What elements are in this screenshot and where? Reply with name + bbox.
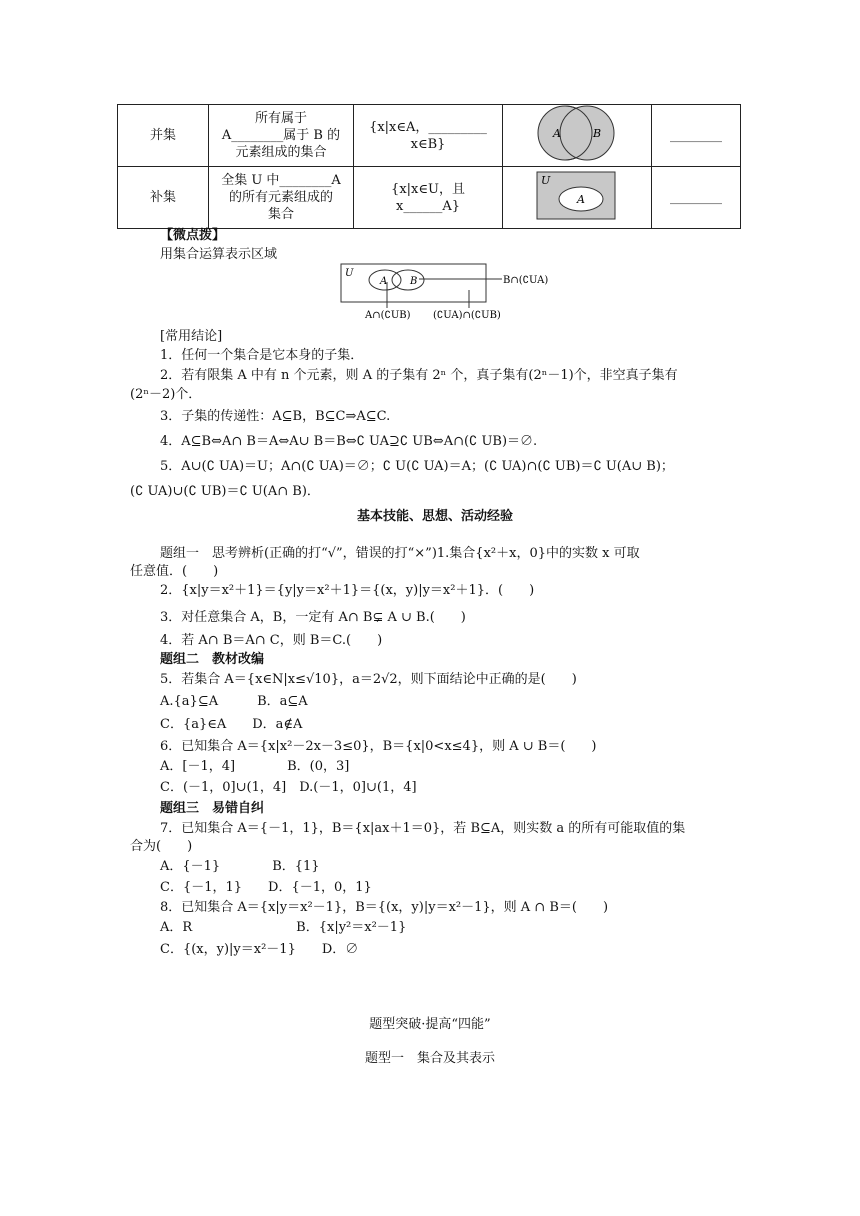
operation-name: 补集 [118, 167, 209, 229]
exercise-option: A.{a}⊆A B．a⊆A [160, 694, 308, 709]
table-row [118, 105, 741, 167]
table-row [118, 167, 741, 229]
operation-name: 并集 [118, 105, 209, 167]
operation-notation [354, 105, 503, 167]
venn-cell [503, 105, 652, 167]
universe-label: U [541, 174, 551, 187]
symbol-blank: ________ [652, 105, 741, 167]
exercise-line: 题组一 思考辨析(正确的打“√”，错误的打“×”)1.集合{x²＋x，0}中的实数 x 可取 [160, 546, 640, 561]
description-line: 全集 U 中________A [221, 173, 341, 188]
region-diagram [335, 260, 565, 328]
conclusion-item: 4．A⊆B⇔A∩ B＝A⇔A∪ B＝B⇔∁ UA⊇∁ UB⇔A∩(∁ UB)＝∅. [160, 434, 538, 449]
conclusion-item: (∁ UA)∪(∁ UB)＝∁ U(A∩ B)． [130, 484, 320, 499]
exercise-option: C．{a}∈A D．a∉A [160, 717, 303, 732]
tip-subtitle: 用集合运算表示区域 [160, 247, 278, 262]
set-a-label: A [577, 193, 585, 206]
conclusion-item: 5．A∪(∁ UA)＝U；A∩(∁ UA)＝∅；∁ U(∁ UA)＝A；(∁ UA)∩(∁ UB)＝∁ U(A∪ B)； [160, 459, 674, 474]
chapter-heading: 题型突破·提高“四能” [369, 1017, 491, 1032]
label-outside: (∁UA)∩(∁UB) [433, 310, 501, 321]
exercise-option: C．{(x，y)|y＝x²－1} D．∅ [160, 942, 359, 957]
exercise-group-heading: 题组三 易错自纠 [160, 801, 265, 816]
conclusion-item: 3．子集的传递性：A⊆B，B⊆C⇒A⊆C. [160, 409, 391, 424]
exercise-line: 7．已知集合 A＝{－1，1}，B＝{x|ax＋1＝0}，若 B⊆A，则实数 a 的所有可能取值的集 [160, 821, 686, 836]
exercise-line: 任意值．( ) [130, 564, 219, 579]
conclusion-item: (2ⁿ－2)个． [130, 387, 202, 402]
venn-cell [503, 167, 652, 229]
exercise-group-heading: 题组二 教材改编 [160, 652, 265, 667]
description-line: 集合 [267, 207, 294, 222]
exercise-option: A．R B．{x|y²＝x²－1} [160, 920, 407, 935]
tip-heading: 【微点拨】 [160, 228, 226, 243]
venn-circle-b [560, 106, 614, 160]
description-line: 的所有元素组成的 [228, 190, 333, 205]
description-line: 元素组成的集合 [235, 145, 327, 160]
symbol-blank: ________ [652, 167, 741, 229]
universe-label: U [345, 268, 354, 279]
notation-line: {x|x∈A，_________ [369, 119, 487, 135]
description-line: 所有属于 [254, 111, 307, 126]
exercise-option: A．[－1，4] B．(0，3] [160, 759, 350, 774]
set-b-label: B [410, 276, 418, 287]
notation-line: x∈B} [410, 136, 446, 152]
set-a-label: A [380, 276, 388, 287]
conclusion-item: 1．任何一个集合是它本身的子集． [160, 348, 364, 363]
exercise-line: 3．对任意集合 A，B，一定有 A∩ B⊊ A ∪ B.( ) [160, 610, 466, 625]
conclusions-heading: [常用结论] [160, 329, 223, 344]
exercise-line: 5．若集合 A＝{x∈N|x≤√10}，a＝2√2，则下面结论中正确的是( ) [160, 672, 577, 687]
operation-notation [354, 167, 503, 229]
notation-line: {x|x∈U，且 [391, 181, 465, 197]
venn-label-a: A [553, 127, 561, 140]
exercise-line: 8．已知集合 A＝{x|y＝x²－1}，B＝{(x，y)|y＝x²－1}，则 A ∩ B＝( ) [160, 900, 609, 915]
exercise-line: 2．{x|y＝x²＋1}＝{y|y＝x²＋1}＝{(x，y)|y＝x²＋1}．( ) [160, 583, 535, 598]
operation-description [209, 105, 354, 167]
venn-label-b: B [593, 127, 602, 140]
description-line: A________属于 B 的 [221, 128, 341, 143]
set-operations-table [117, 104, 741, 229]
notation-line: x______A} [396, 198, 460, 214]
exercise-line: 6．已知集合 A＝{x|x²－2x－3≤0}，B＝{x|0<x≤4}，则 A ∪ B＝( ) [160, 739, 597, 754]
operation-description [209, 167, 354, 229]
union-venn-diagram [503, 105, 651, 161]
label-a-minus-b: A∩(∁UB) [365, 310, 411, 321]
topic-heading: 题型一 集合及其表示 [364, 1051, 495, 1066]
exercise-option: C．(－1，0]∪(1，4] D.(－1，0]∪(1，4] [160, 780, 417, 795]
set-b-ellipse [392, 270, 424, 290]
exercise-line: 合为( ) [130, 839, 193, 854]
label-b-minus-a: B∩(∁UA) [503, 275, 549, 286]
exercise-option: C．{－1，1} D．{－1，0，1} [160, 880, 372, 895]
section-title: 基本技能、思想、活动经验 [357, 509, 514, 524]
exercise-option: A．{－1} B．{1} [160, 859, 320, 874]
exercise-line: 4．若 A∩ B＝A∩ C，则 B＝C.( ) [160, 633, 383, 648]
conclusion-item: 2．若有限集 A 中有 n 个元素，则 A 的子集有 2ⁿ 个，真子集有(2ⁿ－1)个，非空真子集有 [160, 368, 678, 383]
complement-venn-diagram [503, 167, 651, 223]
